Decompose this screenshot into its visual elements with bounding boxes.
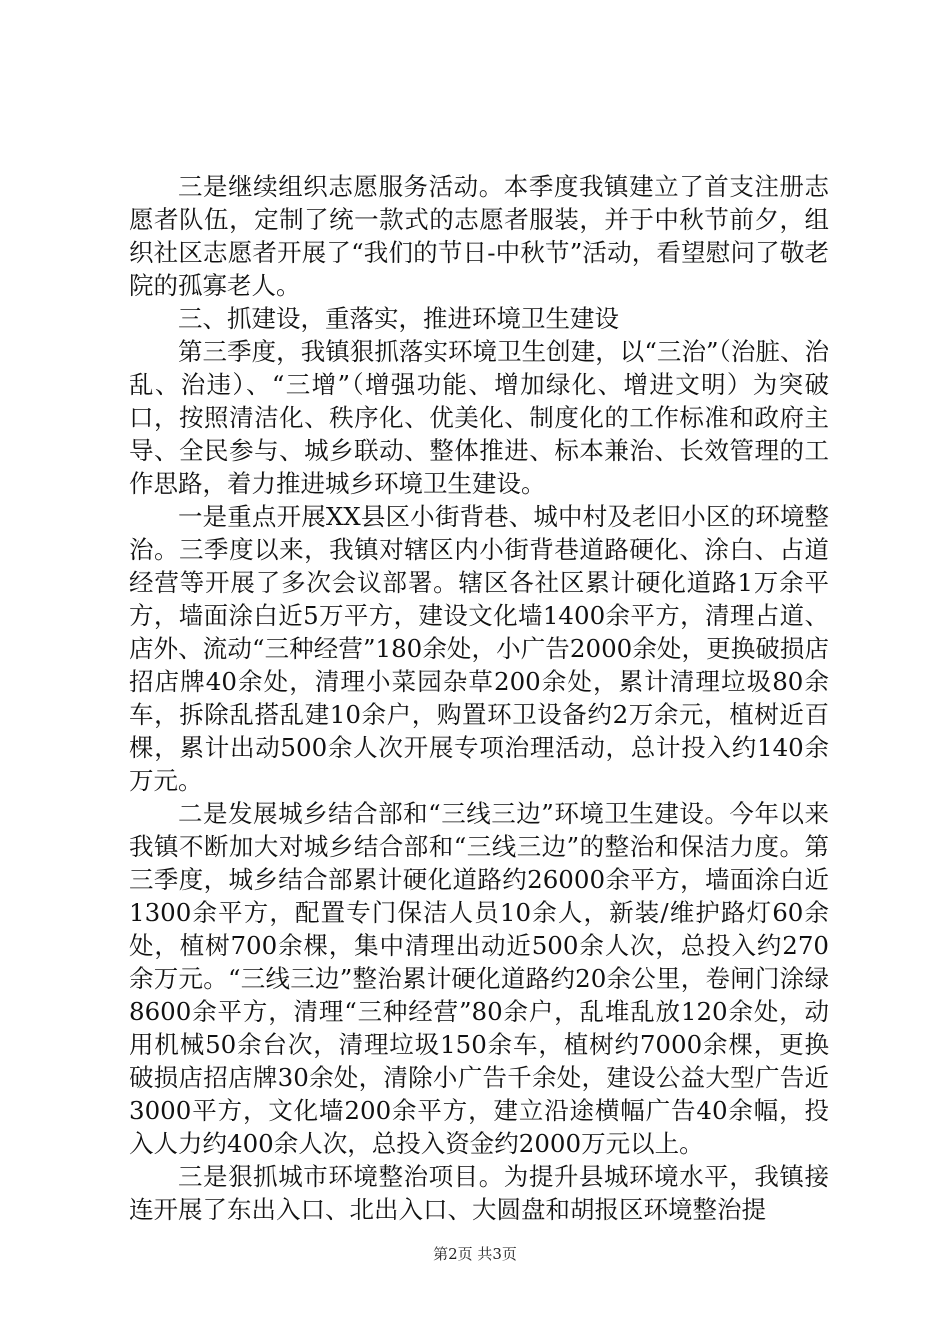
paragraph-volunteer-service: 三是继续组织志愿服务活动。本季度我镇建立了首支注册志愿者队伍，定制了统一款式的志愿者服装，并于中秋节前夕，组织社区志愿者开展了“我们的节日-中秋节”活动，看望慰问了敬老院的孤寡老人。 bbox=[129, 172, 829, 300]
paragraph-back-streets: 一是重点开展XX县区小街背巷、城中村及老旧小区的环境整治。三季度以来，我镇对辖区内小街背巷道路硬化、涂白、占道经营等开展了多次会议部署。辖区各社区累计硬化道路1万余平方，墙面涂白近5万平方，建设文化墙1400余平方，清理占道、店外、流动“三种经营”180余处，小广告2000余处，更换破损店招店牌40余处，清理小菜园杂草200余处，累计清理垃圾80余车，拆除乱搭乱建10余户，购置环卫设备约2万余元，植树近百棵，累计出动500余人次开展专项治理活动，总计投入约140余万元。 bbox=[129, 502, 829, 795]
paragraph-city-projects: 三是狠抓城市环境整治项目。为提升县城环境水平，我镇接连开展了东出入口、北出入口、大圆盘和胡报区环境整治提 bbox=[129, 1162, 829, 1224]
section-heading-environment: 三、抓建设，重落实，推进环境卫生建设 bbox=[178, 304, 619, 333]
paragraph-urban-rural: 二是发展城乡结合部和“三线三边”环境卫生建设。今年以来我镇不断加大对城乡结合部和“三线三边”的整治和保洁力度。第三季度，城乡结合部累计硬化道路约26000余平方，墙面涂白近1300余平方，配置专门保洁人员10余人，新装/维护路灯60余处，植树700余棵，集中清理出动近500余人次，总投入约270余万元。“三线三边”整治累计硬化道路约20余公里，卷闸门涂绿8600余平方，清理“三种经营”80余户，乱堆乱放120余处，动用机械50余台次，清理垃圾150余车，植树约7000余棵，更换破损店招店牌30余处，清除小广告千余处，建设公益大型广告近3000平方，文化墙200余平方，建立沿途横幅广告40余幅，投入人力约400余人次，总投入资金约2000万元以上。 bbox=[129, 799, 829, 1158]
document-body bbox=[129, 170, 829, 1226]
paragraph-q3-overview: 第三季度，我镇狠抓落实环境卫生创建，以“三治”（治脏、治乱、治违）、“三增”（增强功能、增加绿化、增进文明）为突破口，按照清洁化、秩序化、优美化、制度化的工作标准和政府主导、全民参与、城乡联动、整体推进、标本兼治、长效管理的工作思路，着力推进城乡环境卫生建设。 bbox=[129, 337, 829, 498]
page-footer: 第2页 共3页 bbox=[433, 1245, 517, 1263]
